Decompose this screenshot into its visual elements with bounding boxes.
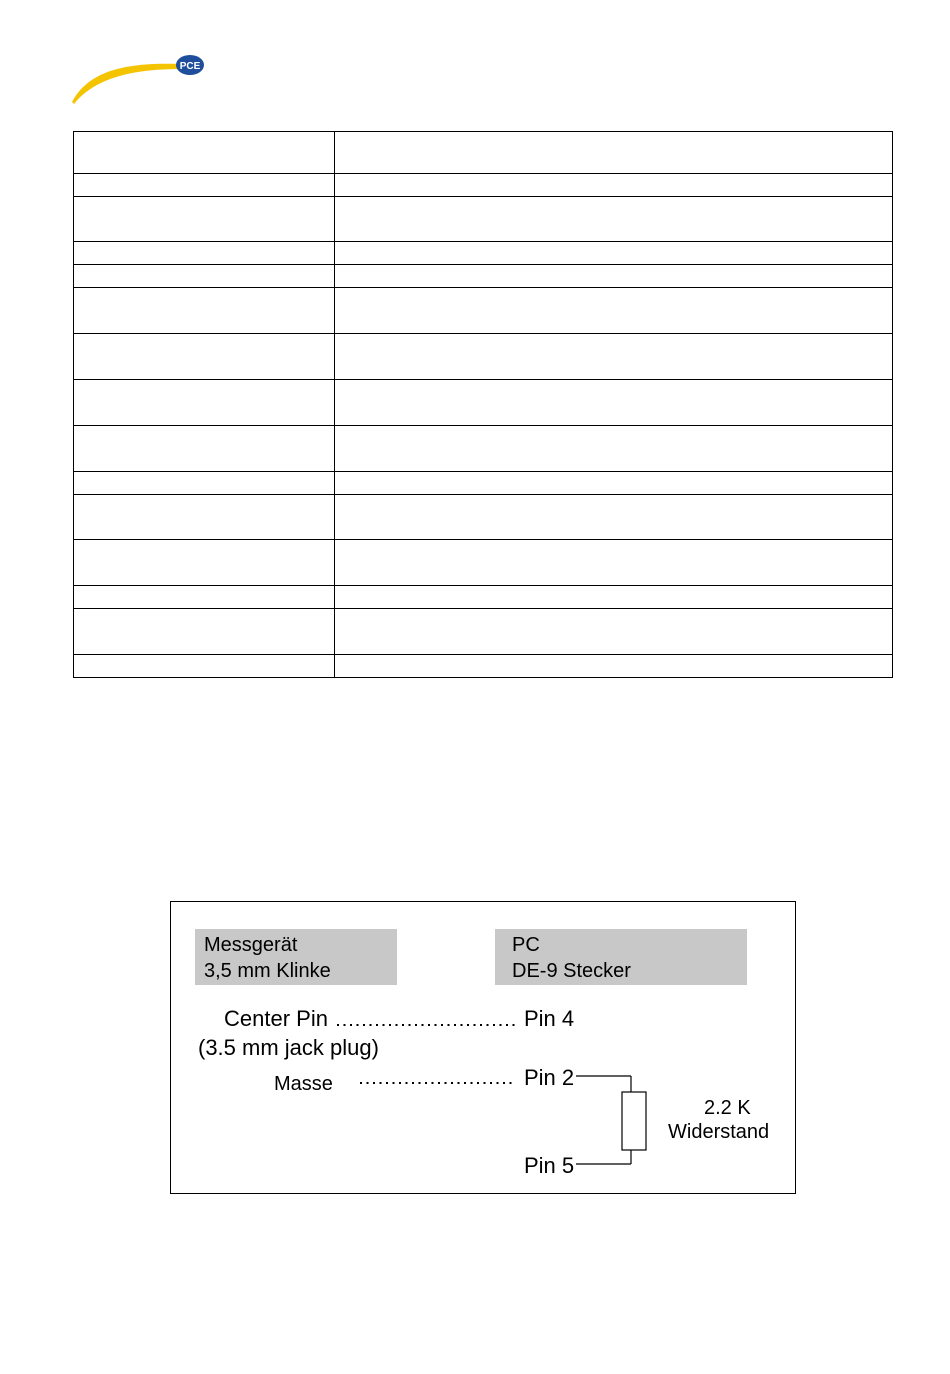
logo-brand: PCE [179,61,201,72]
spec-value-cell [335,132,893,174]
spec-label-cell [74,609,335,655]
resistor-symbol [622,1092,646,1150]
pin2-label: Pin 2 [524,1065,575,1090]
spec-table-row [74,380,893,426]
spec-table-row [74,132,893,174]
jack-plug-label: (3.5 mm jack plug) [198,1035,379,1060]
spec-value-cell [335,586,893,609]
spec-table-row [74,609,893,655]
spec-table-row [74,586,893,609]
spec-table-row [74,288,893,334]
resistor-value: 2.2 K [704,1097,751,1119]
masse-label: Masse [274,1073,333,1095]
spec-value-cell [335,197,893,242]
spec-label-cell [74,197,335,242]
spec-value-cell [335,265,893,288]
spec-value-cell [335,495,893,540]
spec-label-cell [74,540,335,586]
spec-value-cell [335,540,893,586]
spec-label-cell [74,655,335,678]
spec-table-row [74,265,893,288]
spec-label-cell [74,426,335,472]
spec-label-cell [74,265,335,288]
spec-value-cell [335,609,893,655]
spec-label-cell [74,132,335,174]
spec-table-row [74,334,893,380]
spec-value-cell [335,380,893,426]
device-box-line1: Messgerät [204,934,298,956]
spec-table-row [74,426,893,472]
spec-table [73,131,893,678]
device-box-line2: 3,5 mm Klinke [204,960,331,982]
spec-table-row [74,472,893,495]
spec-value-cell [335,426,893,472]
spec-table-row [74,242,893,265]
spec-table-row [74,540,893,586]
spec-value-cell [335,334,893,380]
spec-label-cell [74,334,335,380]
spec-label-cell [74,174,335,197]
spec-value-cell [335,174,893,197]
pc-box-line2: DE-9 Stecker [512,960,631,982]
spec-label-cell [74,288,335,334]
spec-value-cell [335,472,893,495]
spec-value-cell [335,288,893,334]
wiring-diagram [170,901,796,1194]
center-pin-label: Center Pin [224,1006,328,1031]
spec-table-row [74,174,893,197]
spec-table-row [74,197,893,242]
pin5-label: Pin 5 [524,1153,575,1178]
spec-value-cell [335,242,893,265]
logo-swoosh [72,64,180,104]
resistor-label: Widerstand [668,1121,770,1143]
spec-label-cell [74,242,335,265]
spec-label-cell [74,586,335,609]
pin4-label: Pin 4 [524,1006,575,1031]
spec-table-row [74,495,893,540]
pce-logo [68,52,218,108]
spec-value-cell [335,655,893,678]
spec-label-cell [74,472,335,495]
pc-box-line1: PC [512,934,540,956]
spec-table-row [74,655,893,678]
spec-label-cell [74,495,335,540]
spec-label-cell [74,380,335,426]
